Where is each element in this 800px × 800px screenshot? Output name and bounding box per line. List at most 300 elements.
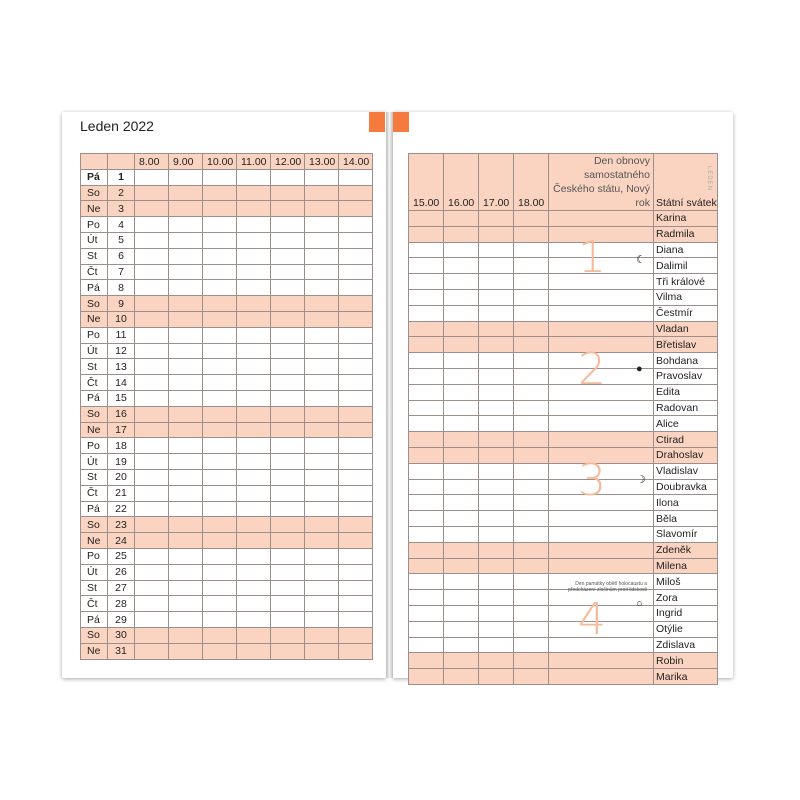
time-slot[interactable] [514, 368, 549, 384]
time-slot[interactable] [479, 590, 514, 606]
time-slot[interactable] [305, 327, 339, 343]
time-slot[interactable] [409, 274, 444, 290]
time-slot[interactable] [409, 384, 444, 400]
time-slot[interactable] [203, 485, 237, 501]
notes-cell[interactable] [549, 653, 654, 669]
time-slot[interactable] [135, 390, 169, 406]
time-slot[interactable] [514, 558, 549, 574]
time-slot[interactable] [339, 185, 373, 201]
time-slot[interactable] [444, 416, 479, 432]
time-slot[interactable] [203, 627, 237, 643]
time-slot[interactable] [409, 211, 444, 227]
notes-cell[interactable] [549, 305, 654, 321]
time-slot[interactable] [203, 280, 237, 296]
time-slot[interactable] [479, 432, 514, 448]
time-slot[interactable] [409, 289, 444, 305]
time-slot[interactable] [409, 574, 444, 590]
time-slot[interactable] [514, 289, 549, 305]
time-slot[interactable] [135, 169, 169, 185]
time-slot[interactable] [444, 368, 479, 384]
time-slot[interactable] [135, 533, 169, 549]
time-slot[interactable] [237, 232, 271, 248]
time-slot[interactable] [339, 643, 373, 659]
time-slot[interactable] [271, 596, 305, 612]
time-slot[interactable] [237, 201, 271, 217]
time-slot[interactable] [514, 669, 549, 685]
time-slot[interactable] [271, 359, 305, 375]
time-slot[interactable] [271, 517, 305, 533]
time-slot[interactable] [237, 627, 271, 643]
time-slot[interactable] [409, 337, 444, 353]
notes-cell[interactable] [549, 558, 654, 574]
time-slot[interactable] [271, 643, 305, 659]
time-slot[interactable] [339, 201, 373, 217]
time-slot[interactable] [479, 211, 514, 227]
time-slot[interactable] [169, 643, 203, 659]
time-slot[interactable] [409, 353, 444, 369]
time-slot[interactable] [169, 232, 203, 248]
time-slot[interactable] [237, 280, 271, 296]
time-slot[interactable] [339, 343, 373, 359]
time-slot[interactable] [169, 201, 203, 217]
time-slot[interactable] [135, 548, 169, 564]
time-slot[interactable] [169, 596, 203, 612]
time-slot[interactable] [135, 343, 169, 359]
time-slot[interactable] [237, 217, 271, 233]
time-slot[interactable] [514, 621, 549, 637]
time-slot[interactable] [271, 612, 305, 628]
time-slot[interactable] [135, 248, 169, 264]
time-slot[interactable] [203, 248, 237, 264]
time-slot[interactable] [444, 621, 479, 637]
time-slot[interactable] [135, 469, 169, 485]
notes-cell[interactable] [549, 542, 654, 558]
time-slot[interactable] [271, 185, 305, 201]
time-slot[interactable] [169, 264, 203, 280]
time-slot[interactable] [514, 495, 549, 511]
time-slot[interactable] [444, 605, 479, 621]
time-slot[interactable] [271, 564, 305, 580]
time-slot[interactable] [444, 542, 479, 558]
time-slot[interactable] [339, 564, 373, 580]
time-slot[interactable] [479, 526, 514, 542]
time-slot[interactable] [271, 375, 305, 391]
time-slot[interactable] [203, 185, 237, 201]
notes-cell[interactable] [549, 321, 654, 337]
notes-cell[interactable] [549, 416, 654, 432]
time-slot[interactable] [444, 447, 479, 463]
time-slot[interactable] [479, 274, 514, 290]
time-slot[interactable] [479, 368, 514, 384]
time-slot[interactable] [135, 596, 169, 612]
time-slot[interactable] [271, 343, 305, 359]
time-slot[interactable] [444, 558, 479, 574]
time-slot[interactable] [169, 580, 203, 596]
time-slot[interactable] [169, 485, 203, 501]
time-slot[interactable] [339, 469, 373, 485]
time-slot[interactable] [444, 653, 479, 669]
time-slot[interactable] [339, 169, 373, 185]
time-slot[interactable] [409, 242, 444, 258]
time-slot[interactable] [135, 422, 169, 438]
time-slot[interactable] [271, 169, 305, 185]
time-slot[interactable] [169, 501, 203, 517]
time-slot[interactable] [444, 289, 479, 305]
time-slot[interactable] [203, 438, 237, 454]
time-slot[interactable] [135, 580, 169, 596]
time-slot[interactable] [409, 621, 444, 637]
time-slot[interactable] [409, 447, 444, 463]
time-slot[interactable] [237, 185, 271, 201]
time-slot[interactable] [203, 375, 237, 391]
time-slot[interactable] [409, 400, 444, 416]
time-slot[interactable] [305, 296, 339, 312]
time-slot[interactable] [514, 226, 549, 242]
time-slot[interactable] [237, 169, 271, 185]
time-slot[interactable] [135, 217, 169, 233]
time-slot[interactable] [305, 485, 339, 501]
time-slot[interactable] [169, 169, 203, 185]
time-slot[interactable] [271, 327, 305, 343]
time-slot[interactable] [305, 438, 339, 454]
time-slot[interactable] [514, 321, 549, 337]
time-slot[interactable] [271, 485, 305, 501]
time-slot[interactable] [339, 217, 373, 233]
time-slot[interactable] [305, 596, 339, 612]
time-slot[interactable] [271, 548, 305, 564]
time-slot[interactable] [305, 311, 339, 327]
time-slot[interactable] [305, 548, 339, 564]
time-slot[interactable] [409, 479, 444, 495]
time-slot[interactable] [169, 185, 203, 201]
time-slot[interactable] [135, 201, 169, 217]
time-slot[interactable] [339, 501, 373, 517]
time-slot[interactable] [444, 669, 479, 685]
time-slot[interactable] [514, 605, 549, 621]
time-slot[interactable] [409, 511, 444, 527]
time-slot[interactable] [479, 621, 514, 637]
time-slot[interactable] [305, 264, 339, 280]
time-slot[interactable] [339, 580, 373, 596]
time-slot[interactable] [479, 242, 514, 258]
time-slot[interactable] [479, 574, 514, 590]
time-slot[interactable] [339, 232, 373, 248]
time-slot[interactable] [135, 280, 169, 296]
time-slot[interactable] [444, 400, 479, 416]
time-slot[interactable] [339, 327, 373, 343]
time-slot[interactable] [237, 454, 271, 470]
time-slot[interactable] [444, 511, 479, 527]
time-slot[interactable] [135, 375, 169, 391]
time-slot[interactable] [135, 438, 169, 454]
time-slot[interactable] [203, 596, 237, 612]
time-slot[interactable] [203, 533, 237, 549]
time-slot[interactable] [305, 406, 339, 422]
time-slot[interactable] [169, 533, 203, 549]
time-slot[interactable] [237, 343, 271, 359]
time-slot[interactable] [305, 533, 339, 549]
time-slot[interactable] [409, 463, 444, 479]
time-slot[interactable] [169, 375, 203, 391]
time-slot[interactable] [479, 495, 514, 511]
time-slot[interactable] [305, 232, 339, 248]
time-slot[interactable] [169, 327, 203, 343]
time-slot[interactable] [305, 517, 339, 533]
time-slot[interactable] [514, 447, 549, 463]
time-slot[interactable] [271, 264, 305, 280]
time-slot[interactable] [237, 564, 271, 580]
time-slot[interactable] [444, 211, 479, 227]
time-slot[interactable] [237, 296, 271, 312]
time-slot[interactable] [237, 501, 271, 517]
time-slot[interactable] [409, 637, 444, 653]
time-slot[interactable] [237, 533, 271, 549]
time-slot[interactable] [409, 558, 444, 574]
time-slot[interactable] [305, 627, 339, 643]
notes-cell[interactable] [549, 400, 654, 416]
time-slot[interactable] [409, 653, 444, 669]
time-slot[interactable] [409, 605, 444, 621]
time-slot[interactable] [135, 485, 169, 501]
time-slot[interactable] [409, 432, 444, 448]
time-slot[interactable] [169, 343, 203, 359]
notes-cell[interactable] [549, 669, 654, 685]
time-slot[interactable] [271, 280, 305, 296]
time-slot[interactable] [305, 580, 339, 596]
time-slot[interactable] [271, 406, 305, 422]
time-slot[interactable] [479, 353, 514, 369]
time-slot[interactable] [339, 248, 373, 264]
time-slot[interactable] [135, 296, 169, 312]
time-slot[interactable] [203, 406, 237, 422]
time-slot[interactable] [271, 232, 305, 248]
time-slot[interactable] [135, 643, 169, 659]
time-slot[interactable] [444, 590, 479, 606]
time-slot[interactable] [169, 469, 203, 485]
time-slot[interactable] [305, 169, 339, 185]
time-slot[interactable] [203, 501, 237, 517]
time-slot[interactable] [514, 353, 549, 369]
time-slot[interactable] [409, 305, 444, 321]
time-slot[interactable] [305, 469, 339, 485]
time-slot[interactable] [271, 201, 305, 217]
time-slot[interactable] [479, 669, 514, 685]
time-slot[interactable] [169, 280, 203, 296]
time-slot[interactable] [169, 390, 203, 406]
time-slot[interactable] [514, 526, 549, 542]
time-slot[interactable] [339, 517, 373, 533]
time-slot[interactable] [237, 580, 271, 596]
time-slot[interactable] [514, 305, 549, 321]
time-slot[interactable] [514, 653, 549, 669]
time-slot[interactable] [237, 406, 271, 422]
time-slot[interactable] [237, 438, 271, 454]
time-slot[interactable] [135, 264, 169, 280]
time-slot[interactable] [135, 311, 169, 327]
time-slot[interactable] [203, 454, 237, 470]
time-slot[interactable] [479, 479, 514, 495]
time-slot[interactable] [271, 469, 305, 485]
time-slot[interactable] [203, 217, 237, 233]
time-slot[interactable] [514, 384, 549, 400]
time-slot[interactable] [444, 353, 479, 369]
time-slot[interactable] [514, 590, 549, 606]
time-slot[interactable] [514, 337, 549, 353]
time-slot[interactable] [479, 321, 514, 337]
time-slot[interactable] [169, 564, 203, 580]
time-slot[interactable] [514, 542, 549, 558]
time-slot[interactable] [514, 463, 549, 479]
time-slot[interactable] [514, 479, 549, 495]
time-slot[interactable] [479, 463, 514, 479]
time-slot[interactable] [169, 438, 203, 454]
time-slot[interactable] [237, 469, 271, 485]
time-slot[interactable] [479, 258, 514, 274]
time-slot[interactable] [305, 422, 339, 438]
time-slot[interactable] [514, 432, 549, 448]
time-slot[interactable] [135, 232, 169, 248]
time-slot[interactable] [169, 422, 203, 438]
time-slot[interactable] [237, 612, 271, 628]
time-slot[interactable] [339, 406, 373, 422]
time-slot[interactable] [237, 311, 271, 327]
time-slot[interactable] [305, 643, 339, 659]
time-slot[interactable] [444, 242, 479, 258]
time-slot[interactable] [271, 438, 305, 454]
time-slot[interactable] [203, 359, 237, 375]
time-slot[interactable] [169, 217, 203, 233]
time-slot[interactable] [339, 311, 373, 327]
time-slot[interactable] [339, 627, 373, 643]
time-slot[interactable] [169, 248, 203, 264]
time-slot[interactable] [169, 406, 203, 422]
time-slot[interactable] [444, 321, 479, 337]
time-slot[interactable] [135, 359, 169, 375]
time-slot[interactable] [203, 580, 237, 596]
time-slot[interactable] [203, 564, 237, 580]
time-slot[interactable] [479, 384, 514, 400]
time-slot[interactable] [479, 558, 514, 574]
time-slot[interactable] [339, 264, 373, 280]
time-slot[interactable] [203, 548, 237, 564]
time-slot[interactable] [135, 454, 169, 470]
time-slot[interactable] [305, 343, 339, 359]
time-slot[interactable] [339, 390, 373, 406]
time-slot[interactable] [135, 564, 169, 580]
bookmark-tab-right[interactable] [393, 112, 409, 132]
time-slot[interactable] [135, 185, 169, 201]
time-slot[interactable] [169, 627, 203, 643]
time-slot[interactable] [203, 612, 237, 628]
time-slot[interactable] [237, 248, 271, 264]
bookmark-tab-left[interactable] [369, 112, 385, 132]
time-slot[interactable] [479, 337, 514, 353]
time-slot[interactable] [409, 590, 444, 606]
time-slot[interactable] [203, 296, 237, 312]
time-slot[interactable] [271, 580, 305, 596]
time-slot[interactable] [444, 526, 479, 542]
time-slot[interactable] [271, 454, 305, 470]
time-slot[interactable] [237, 375, 271, 391]
time-slot[interactable] [305, 564, 339, 580]
time-slot[interactable] [479, 511, 514, 527]
time-slot[interactable] [271, 422, 305, 438]
time-slot[interactable] [135, 612, 169, 628]
time-slot[interactable] [203, 264, 237, 280]
time-slot[interactable] [479, 400, 514, 416]
time-slot[interactable] [271, 533, 305, 549]
time-slot[interactable] [203, 327, 237, 343]
time-slot[interactable] [479, 653, 514, 669]
time-slot[interactable] [305, 280, 339, 296]
time-slot[interactable] [514, 511, 549, 527]
time-slot[interactable] [237, 517, 271, 533]
time-slot[interactable] [271, 248, 305, 264]
notes-cell[interactable] [549, 432, 654, 448]
time-slot[interactable] [305, 501, 339, 517]
time-slot[interactable] [305, 185, 339, 201]
time-slot[interactable] [444, 226, 479, 242]
time-slot[interactable] [203, 232, 237, 248]
time-slot[interactable] [444, 337, 479, 353]
time-slot[interactable] [203, 311, 237, 327]
time-slot[interactable] [237, 643, 271, 659]
time-slot[interactable] [135, 327, 169, 343]
time-slot[interactable] [339, 438, 373, 454]
notes-cell[interactable] [549, 289, 654, 305]
time-slot[interactable] [514, 242, 549, 258]
time-slot[interactable] [305, 248, 339, 264]
time-slot[interactable] [305, 454, 339, 470]
time-slot[interactable] [271, 390, 305, 406]
time-slot[interactable] [271, 501, 305, 517]
time-slot[interactable] [444, 274, 479, 290]
time-slot[interactable] [203, 390, 237, 406]
time-slot[interactable] [479, 416, 514, 432]
time-slot[interactable] [169, 454, 203, 470]
notes-cell[interactable] [549, 211, 654, 227]
time-slot[interactable] [339, 296, 373, 312]
time-slot[interactable] [479, 605, 514, 621]
time-slot[interactable] [339, 596, 373, 612]
time-slot[interactable] [305, 217, 339, 233]
time-slot[interactable] [444, 479, 479, 495]
time-slot[interactable] [339, 422, 373, 438]
time-slot[interactable] [444, 463, 479, 479]
time-slot[interactable] [409, 416, 444, 432]
notes-cell[interactable] [549, 511, 654, 527]
time-slot[interactable] [169, 548, 203, 564]
time-slot[interactable] [409, 258, 444, 274]
time-slot[interactable] [237, 596, 271, 612]
time-slot[interactable] [444, 258, 479, 274]
time-slot[interactable] [237, 359, 271, 375]
time-slot[interactable] [514, 274, 549, 290]
time-slot[interactable] [203, 517, 237, 533]
time-slot[interactable] [444, 637, 479, 653]
time-slot[interactable] [271, 217, 305, 233]
time-slot[interactable] [339, 485, 373, 501]
time-slot[interactable] [479, 289, 514, 305]
time-slot[interactable] [409, 226, 444, 242]
time-slot[interactable] [514, 574, 549, 590]
time-slot[interactable] [305, 390, 339, 406]
time-slot[interactable] [339, 533, 373, 549]
time-slot[interactable] [237, 422, 271, 438]
time-slot[interactable] [409, 526, 444, 542]
time-slot[interactable] [203, 469, 237, 485]
time-slot[interactable] [339, 612, 373, 628]
